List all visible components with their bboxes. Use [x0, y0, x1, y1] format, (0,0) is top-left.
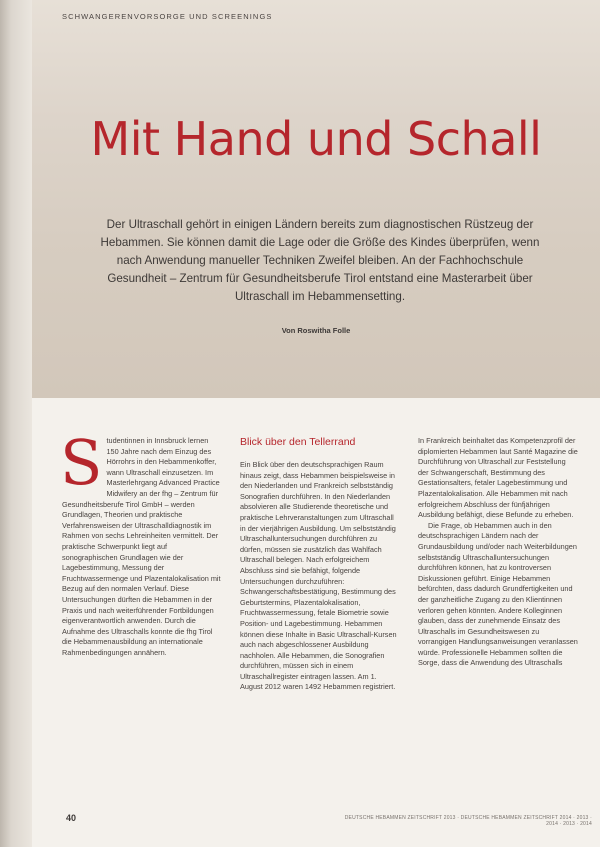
section-label: SCHWANGERENVORSORGE UND SCREENINGS — [62, 12, 273, 21]
drop-cap: S — [60, 426, 103, 499]
article-byline: Von Roswitha Folle — [281, 326, 351, 335]
text-column-2 — [240, 460, 400, 693]
column-2-paragraph: Ein Blick über den deutschsprachigen Raum hinaus zeigt, dass Hebammen beispielsweise in den Niederlanden und Frankreich selbstständig Sonografien durchführen. In den Niederlanden absolvieren alle Studierende theoretische und praktische Lehrveranstaltungen zum Ultraschall in der vierjährigen Ausbildung. Um selbstständig Ultraschalluntersuchungen durchführen zu dürfen, müssen sie zusätzlich das Wahlfach Ultraschall belegen. Nach erfolgreichem Abschluss sind sie befähigt, folgende Untersuchungen durchzuführen: Schwangerschaftsbestätigung, Bestimmung des Geburtstermins, Plazentalokalisation, Fruchtwassermessung, fetale Biometrie sowie Position- und Lagebestimmung. Hebammen können diese Inhalte in Basic Ultraschall-Kursen auch nach abgeschlossener Ausbildung nachholen. Alle Hebammen, die Sonografien durchführen, müssen sich in einem Ultraschallregister eintragen lassen. Am 1. August 2012 waren 1492 Hebammen registriert. — [240, 460, 397, 692]
column-1-paragraph: tudentinnen in Innsbruck lernen 150 Jahre nach dem Einzug des Hörrohrs in den Hebammenkoffer, wann Ultraschall einzusetzen. Im Masterlehrgang Advanced Practice Midwifery an der fhg – Zentrum für Gesundheitsberufe Tirol GmbH – werden Grundlagen, Theorien und praktische Verfahrensweisen der Ultraschalldiagnostik im Rahmen von sechs Lehreinheiten vermittelt. Der praktische Schwerpunkt liegt auf sonographischen Grundlagen wie der Lagebestimmung, Messung der Fruchtwassermenge und Plazentalokalisation mit Bezug auf den normalen Verlauf. Diese Untersuchungen dürften die Hebammen in der Praxis und nach weiterführender Fortbildungen eigenverantwortlich anwenden. Durch die Aufnahme des Ultraschalls konnte die fhg Tirol die Hebammenausbildung an internationale Rahmenbedingungen annähern. — [62, 436, 221, 657]
hero-background — [32, 0, 600, 398]
section-subheading: Blick über den Tellerrand — [240, 436, 356, 448]
magazine-page — [32, 0, 600, 847]
text-column-3 — [418, 436, 578, 669]
article-intro: Der Ultraschall gehört in einigen Ländern bereits zum diagnostischen Rüstzeug der Hebammen. Sie können damit die Lage oder die Größe des Kindes überprüfen, wenn nach Anwendung manueller Techniken Zweifel bleiben. An der Fachhochschule Gesundheit – Zentrum für Gesundheitsberufe Tirol entstand eine Masterarbeit über Ultraschall im Hebammensetting. — [100, 218, 540, 303]
text-column-1 — [60, 426, 222, 658]
page-number: 40 — [66, 813, 77, 823]
column-3-paragraph-2: Die Frage, ob Hebammen auch in den deutschsprachigen Ländern nach der Grundausbildung und/oder nach Weiterbildungen selbstständig Ultraschalluntersuchungen durchführen können, hat zu kontroversen Diskussionen geführt. Einige Hebammen befürchten, dass dadurch Grundfertigkeiten und der ganzheitliche Zugang zu den Klientinnen verloren gehen könnten. Andere Kolleginnen glauben, dass der zunehmende Einsatz des Ultraschalls im Gesundheitswesen zu vorrangigen Handlungsanweisungen veranlassen würde. Professionelle Hebammen sollten die Sorge, dass die Anwendung des Ultraschalls — [418, 520, 578, 668]
journal-footer: DEUTSCHE HEBAMMEN ZEITSCHRIFT 2013 · DEUTSCHE HEBAMMEN ZEITSCHRIFT 2014 · 2013 · 2014 · 2013 · 2014 — [344, 815, 592, 827]
column-3-paragraph-1: In Frankreich beinhaltet das Kompetenzprofil der diplomierten Hebammen laut Santé Magazine die Durchführung von Ultraschall zur Feststellung der Schwangerschaft, Bestimmung des Gestationsalters, fetaler Lagebestimmung und Plazentalokalisation. Alle Hebammen mit nach erfolgreichem Abschluss der fünfjährigen Ausbildung befähigt, diese Befunde zu erheben. — [418, 436, 578, 520]
page-binding-shadow — [0, 0, 32, 847]
article-title: Mit Hand und Schall — [90, 112, 542, 166]
